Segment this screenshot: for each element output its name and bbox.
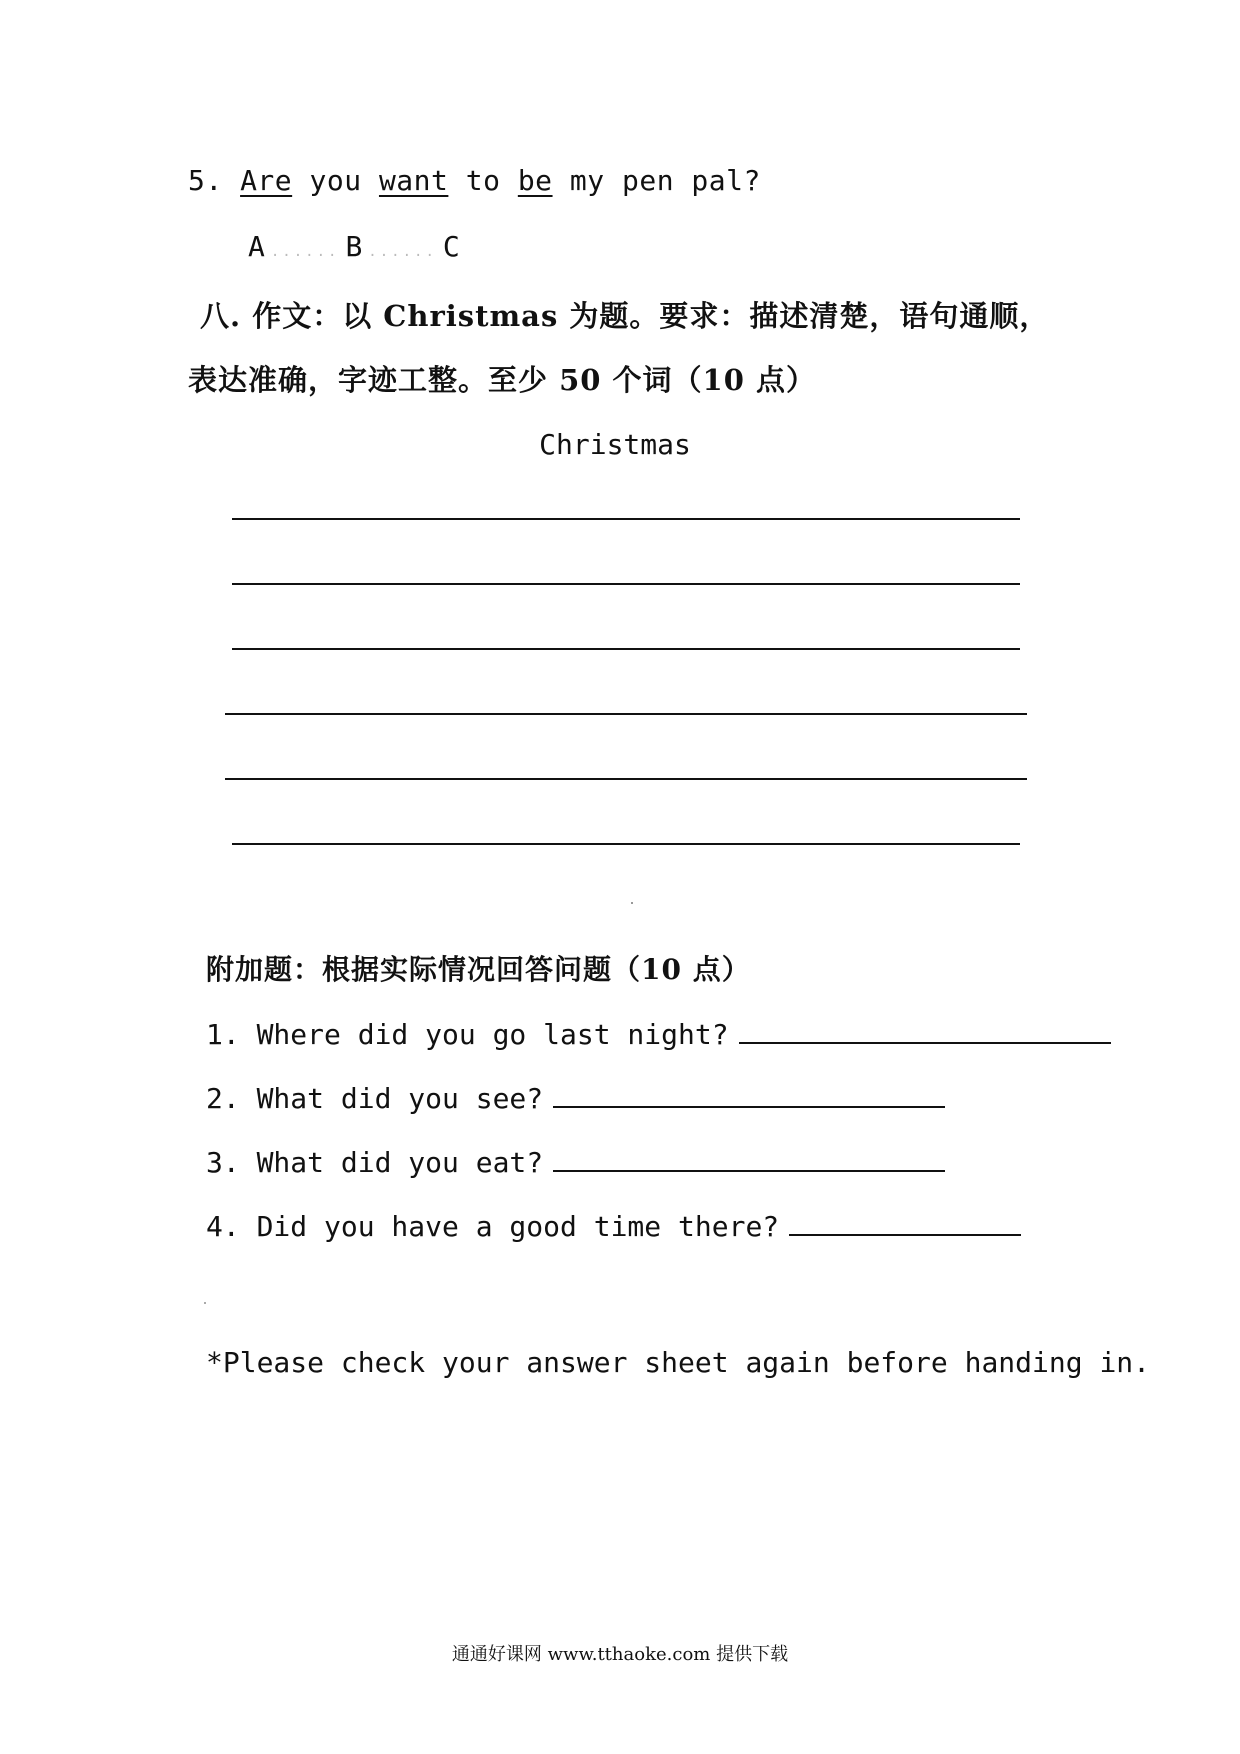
option-a: A bbox=[248, 230, 265, 263]
underlined-word-c: be bbox=[517, 164, 553, 197]
composition-title bbox=[0, 428, 1240, 461]
writing-line-3[interactable] bbox=[232, 648, 1020, 650]
stray-dot bbox=[204, 1302, 206, 1304]
stray-dot bbox=[631, 902, 633, 904]
writing-line-1[interactable] bbox=[232, 518, 1020, 520]
bonus-question-3 bbox=[206, 1140, 945, 1179]
question-5 bbox=[188, 164, 761, 197]
writing-line-4[interactable] bbox=[225, 713, 1027, 715]
composition-title-text: Christmas bbox=[539, 428, 691, 461]
underlined-word-b: want bbox=[378, 164, 449, 197]
option-b: B bbox=[345, 230, 363, 263]
bonus-question-4 bbox=[206, 1204, 1021, 1243]
question-5-options bbox=[248, 230, 460, 263]
word: you bbox=[309, 164, 362, 197]
dot-leader: ...... bbox=[368, 244, 437, 260]
answer-line-2[interactable] bbox=[553, 1076, 945, 1108]
bonus-question-1 bbox=[206, 1012, 1111, 1051]
bonus-question-text: 4. Did you have a good time there? bbox=[206, 1210, 780, 1243]
word: pen pal? bbox=[621, 164, 761, 197]
dot-leader: ...... bbox=[270, 244, 340, 260]
bonus-question-text: 3. What did you eat? bbox=[206, 1146, 544, 1179]
check-answers-note: *Please check your answer sheet again before handing in. bbox=[206, 1346, 1151, 1379]
option-c: C bbox=[442, 230, 460, 263]
answer-line-3[interactable] bbox=[553, 1140, 945, 1172]
word: to bbox=[465, 164, 501, 197]
answer-line-4[interactable] bbox=[789, 1204, 1021, 1236]
section-8-instruction-line-2: 表达准确，字迹工整。至少 50 个词（10 点） bbox=[188, 363, 817, 397]
footer: 通通好课网 www.tthaoke.com 提供下载 bbox=[451, 1644, 789, 1665]
section-8-instruction-line-1: 八. 作文：以 Christmas 为题。要求：描述清楚，语句通顺， bbox=[200, 299, 1050, 333]
word: my bbox=[569, 164, 605, 197]
bonus-title: 附加题：根据实际情况回答问题（10 点） bbox=[206, 953, 751, 986]
question-number: 5. bbox=[188, 164, 223, 197]
underlined-word-a: Are bbox=[240, 164, 293, 197]
writing-line-2[interactable] bbox=[232, 583, 1020, 585]
answer-line-1[interactable] bbox=[739, 1012, 1111, 1044]
writing-line-5[interactable] bbox=[225, 778, 1027, 780]
writing-line-6[interactable] bbox=[232, 843, 1020, 845]
bonus-question-text: 2. What did you see? bbox=[206, 1082, 544, 1115]
bonus-question-text: 1. Where did you go last night? bbox=[206, 1018, 729, 1051]
bonus-question-2 bbox=[206, 1076, 945, 1115]
